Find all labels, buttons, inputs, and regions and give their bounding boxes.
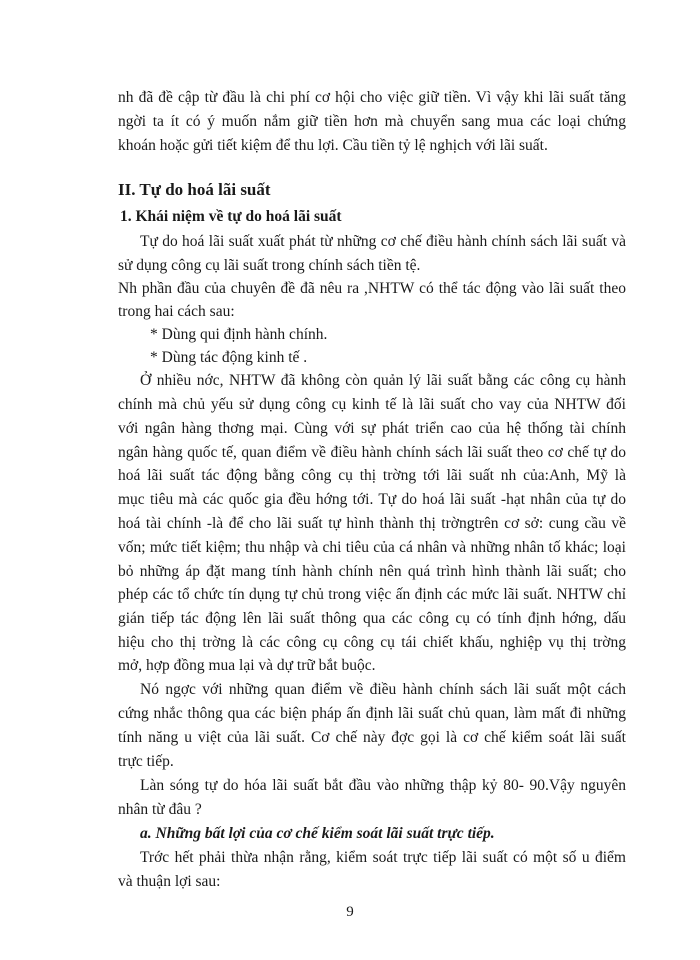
paragraph-line: khoán hoặc gửi tiết kiệm để thu lợi. Cầu tiền tỷ lệ nghịch với lãi suất. bbox=[118, 137, 548, 154]
paragraph-line: mục tiêu mà các quốc gia đều hớng tới. Tự do hoá lãi suất -hạt nhân của tự do bbox=[118, 491, 626, 508]
paragraph-line: với ngân hàng thơng mại. Cùng với sự phát triển cao của hệ thống tài chính bbox=[118, 420, 626, 437]
paragraph-line: chính mà chủ yếu sử dụng công cụ kinh tế là lãi suất cho vay của NHTW đối bbox=[118, 396, 626, 413]
paragraph-line: vốn; mức tiết kiệm; thu nhập và chi tiêu của cá nhân và những nhân tố khác; loại bbox=[118, 539, 626, 556]
paragraph-line: hoá lãi suất tác động bằng công cụ thị trờng tới lãi suất nh của:Anh, Mỹ là bbox=[118, 467, 626, 484]
paragraph-line: hiệu cho thị trờng là các công cụ công cụ tái chiết khấu, nghiệp vụ thị trờng bbox=[118, 634, 626, 651]
paragraph-line: trong hai cách sau: bbox=[118, 303, 235, 320]
paragraph-line: hoá tài chính -là để cho lãi suất tự hình thành thị trờngtrên cơ sở: cung cầu về bbox=[118, 515, 626, 532]
paragraph-line: mở, hợp đồng mua lại và dự trữ bắt buộc. bbox=[118, 657, 376, 674]
paragraph-line: và thuận lợi sau: bbox=[118, 873, 221, 890]
paragraph-line: Nó ngợc với những quan điểm về điều hành chính sách lãi suất một cách bbox=[140, 681, 626, 698]
section-heading: II. Tự do hoá lãi suất bbox=[118, 180, 271, 199]
paragraph-line: trực tiếp. bbox=[118, 753, 174, 770]
paragraph-line: Làn sóng tự do hóa lãi suất bắt đầu vào những thập kỷ 80- 90.Vậy nguyên bbox=[140, 777, 626, 794]
paragraph-line: cứng nhắc thông qua các biện pháp ấn định lãi suất chủ quan, làm mất đi những bbox=[118, 705, 626, 722]
paragraph-line: Trớc hết phải thừa nhận rằng, kiểm soát trực tiếp lãi suất có một số u điểm bbox=[140, 849, 626, 866]
paragraph-line: gián tiếp tác động lên lãi suất thông qua các công cụ có tính định hớng, dấu bbox=[118, 610, 626, 627]
bullet-item: * Dùng qui định hành chính. bbox=[150, 326, 328, 343]
paragraph-line: Tự do hoá lãi suất xuất phát từ những cơ chế điều hành chính sách lãi suất và bbox=[140, 233, 626, 250]
bullet-item: * Dùng tác động kinh tế . bbox=[150, 349, 308, 366]
paragraph-line: ngời ta ít có ý muốn nắm giữ tiền hơn mà chuyển sang mua các loại chứng bbox=[118, 113, 626, 130]
paragraph-line: bỏ những áp đặt mang tính hành chính nên quá trình hình thành lãi suất; cho bbox=[118, 563, 626, 580]
paragraph-line: Ở nhiều nớc, NHTW đã không còn quản lý lãi suất bằng các công cụ hành bbox=[140, 372, 626, 389]
paragraph-line: sử dụng công cụ lãi suất trong chính sách tiền tệ. bbox=[118, 257, 421, 274]
page-number: 9 bbox=[346, 904, 354, 920]
paragraph-line: nhân từ đâu ? bbox=[118, 801, 202, 818]
paragraph-line: nh đã đề cập từ đầu là chi phí cơ hội cho việc giữ tiền. Vì vậy khi lãi suất tăng bbox=[118, 89, 626, 106]
paragraph-line: Nh phần đầu của chuyên đề đã nêu ra ,NHTW có thể tác động vào lãi suất theo bbox=[118, 280, 626, 297]
paragraph-line: tính năng u việt của lãi suất. Cơ chế này đợc gọi là cơ chế kiểm soát lãi suất bbox=[118, 729, 626, 746]
sub-subsection-heading: a. Những bất lợi của cơ chế kiểm soát lãi suất trực tiếp. bbox=[140, 825, 495, 842]
paragraph-line: phép các tổ chức tín dụng tự chủ trong việc ấn định các mức lãi suất. NHTW chỉ bbox=[118, 586, 626, 603]
paragraph-line: ngân hàng quốc tế, quan điểm về điều hành chính sách lãi suất theo cơ chế tự do bbox=[118, 444, 626, 461]
subsection-heading: 1. Khái niệm về tự do hoá lãi suất bbox=[120, 208, 342, 225]
